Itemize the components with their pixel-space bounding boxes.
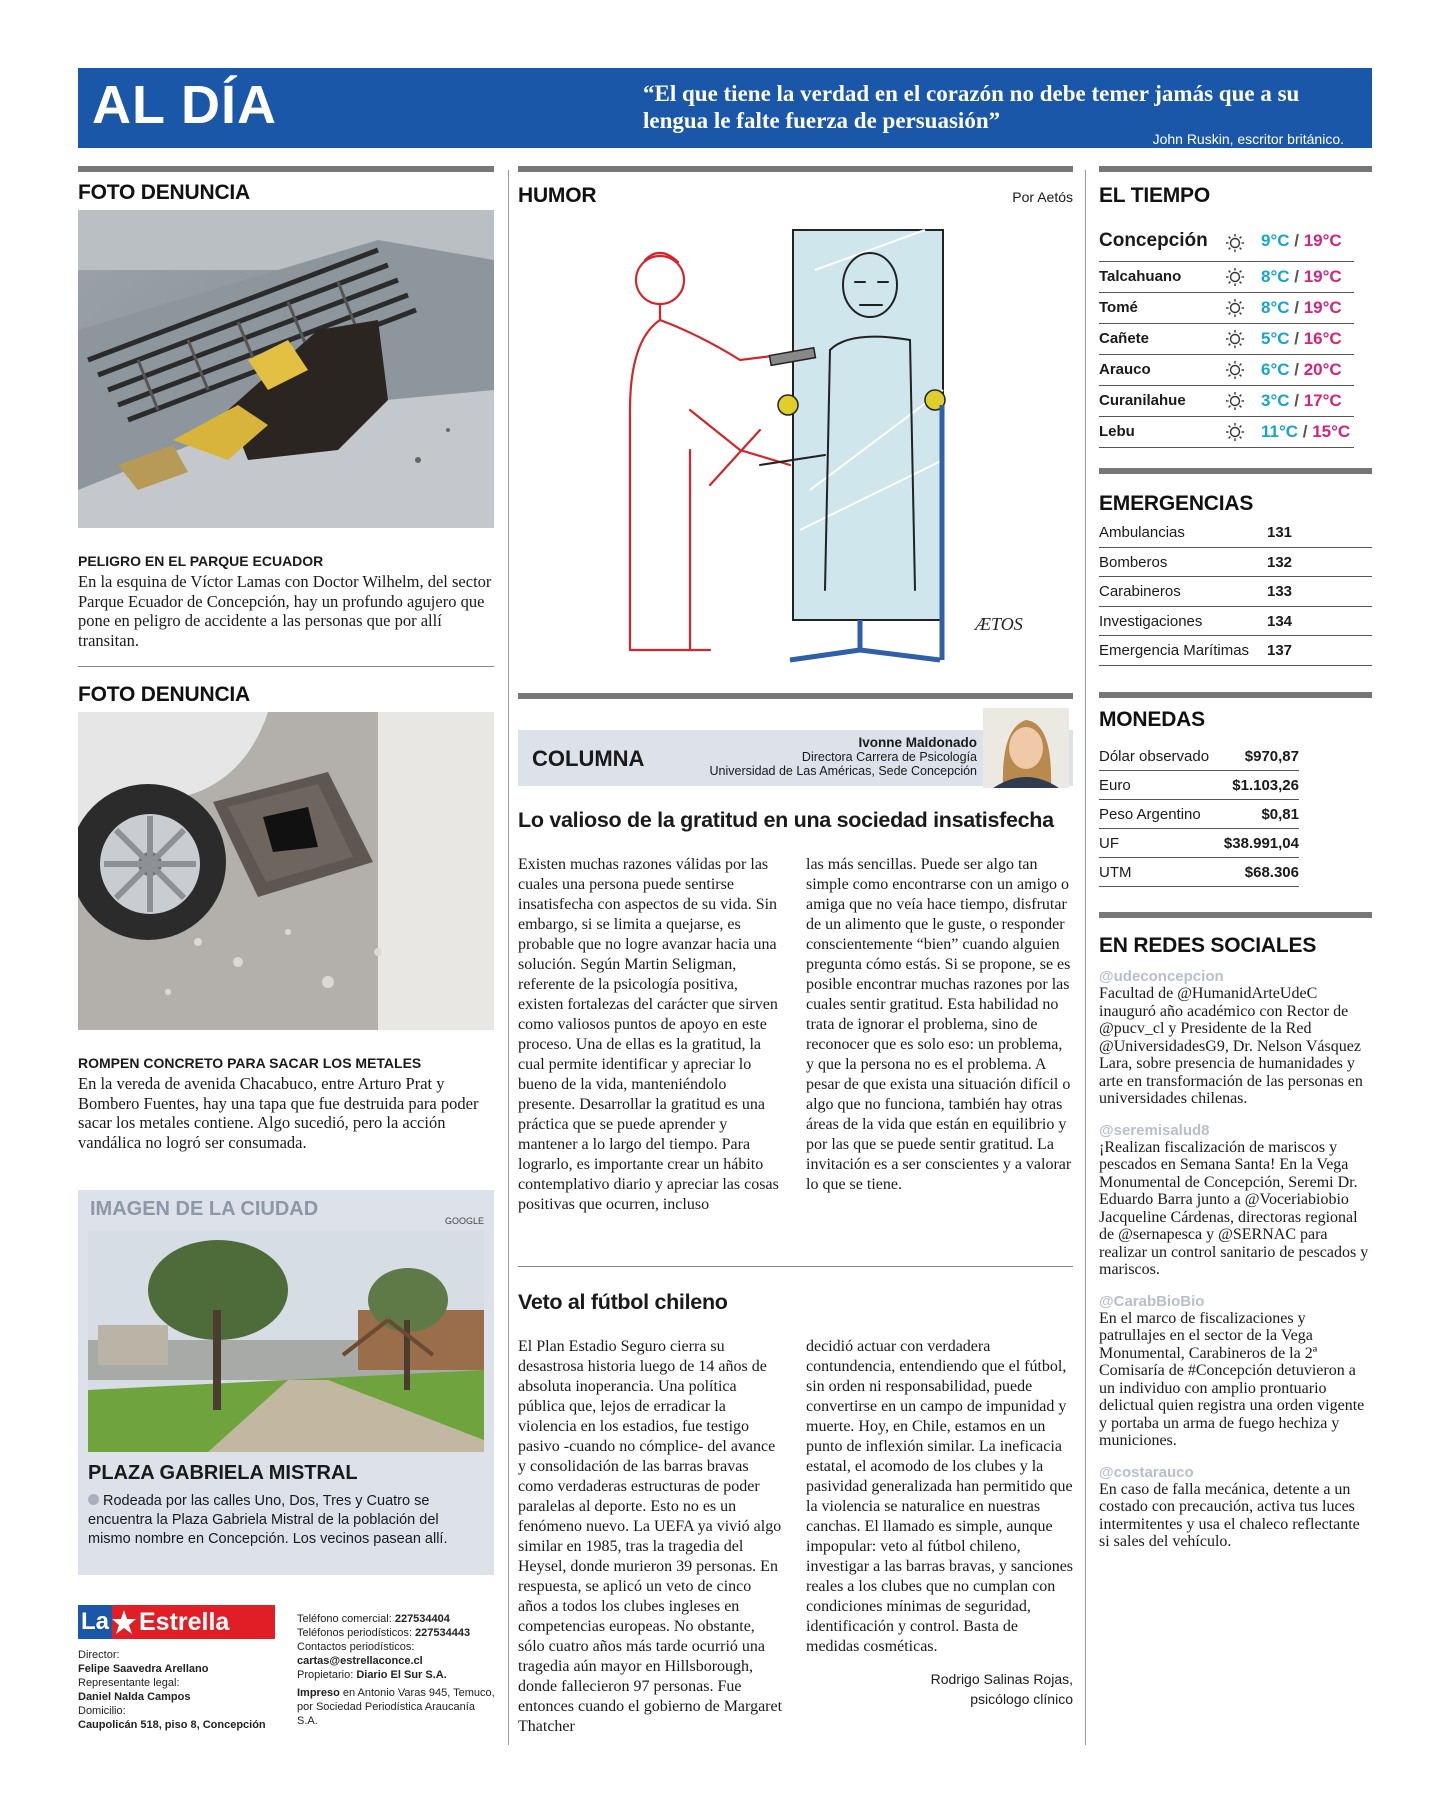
weather-row [1099,262,1372,293]
weather-row [1099,386,1372,417]
contact-email: cartas@estrellaconce.cl [297,1655,423,1667]
humor-author: Por Aetós [1012,189,1073,205]
social-post [1099,1122,1372,1279]
sun-icon [1225,391,1245,416]
temp-min: 3°C [1261,391,1290,410]
social-post [1099,968,1372,1108]
temp-max: 20°C [1303,360,1342,379]
plaza-photo [88,1230,484,1452]
social-post [1099,1464,1372,1551]
page-header [78,68,1372,148]
columna-author: Ivonne Maldonado [858,735,977,750]
weather-row [1099,224,1372,262]
svg-text:ÆTOS: ÆTOS [975,614,1023,634]
section-divider [518,166,1073,172]
dom-label: Domicilio: [78,1705,126,1717]
foto-denuncia-label: FOTO DENUNCIA [78,181,251,204]
quote-text: “El que tiene la verdad en el corazón no debe temer jamás que a su lengua le falte fuerza de persuasión” [643,81,1300,133]
foto-denuncia-label-2: FOTO DENUNCIA [78,683,251,706]
weather-temps [1261,329,1342,349]
weather-city: Lebu [1099,423,1135,440]
weather-city: Tomé [1099,299,1138,316]
logo-la: La [78,1605,112,1639]
moneda-name: Euro [1099,777,1131,794]
temp-min: 8°C [1261,298,1290,317]
section-divider [518,693,1073,699]
denuncia2-body: En la vereda de avenida Chacabuco, entre Arturo Prat y Bombero Fuentes, hay una tapa que fue destruida para poder sacar los metales contiene. Algo sucedió, pero la acción vandálica no logró ser consumada. [78,1074,479,1152]
weather-row [1099,417,1372,448]
plaza-title: PLAZA GABRIELA MISTRAL [88,1462,358,1484]
column-rule [508,170,509,1745]
emergencia-row [1099,636,1372,666]
masthead-left [78,1648,268,1732]
tel-com-label: Teléfono comercial: [297,1613,395,1625]
sun-icon [1225,422,1245,447]
print-label: Impreso [297,1687,340,1699]
temp-min: 8°C [1261,267,1290,286]
monedas-table [1099,742,1299,887]
print-value: en Antonio Varas 945, Temuco, por Sociedad Periodística Araucanía S.A. [297,1687,495,1727]
tel-per-label: Teléfonos periodísticos: [297,1627,416,1639]
weather-city: Talcahuano [1099,268,1182,285]
emergencias-table [1099,518,1372,666]
tel-comercial [297,1612,497,1626]
rep-label: Representante legal: [78,1677,180,1689]
temp-min: 5°C [1261,329,1290,348]
weather-label: EL TIEMPO [1099,184,1210,207]
emergencia-name: Bomberos [1099,553,1168,571]
la-estrella-logo [78,1605,275,1639]
temp-max: 19°C [1303,267,1342,286]
weather-city: Curanilahue [1099,392,1186,409]
humor-label: HUMOR [518,184,597,207]
temp-max: 19°C [1303,231,1342,250]
weather-row [1099,324,1372,355]
social-text: Facultad de @HumanidArteUdeC inauguró año académico con Rector de @pucv_cl y Presidente de la Red @UniversidadesG9, Dr. Nelson Vásquez Lara, sobre presencia de humanidades y arte en transformación de las personas en universidades chilenas. [1099,985,1363,1107]
star-icon [112,1605,136,1639]
weather-temps [1261,422,1350,442]
print-info [297,1686,497,1728]
humor-cartoon [590,210,1060,680]
owner-label: Propietario: [297,1669,357,1681]
temp-sep: / [1289,267,1304,286]
row-rule [1099,447,1354,448]
moneda-value: $38.991,04 [1223,835,1299,852]
emergencia-number: 133 [1267,583,1293,600]
emergencia-row [1099,548,1372,578]
temp-sep: / [1289,298,1304,317]
emergencia-number: 137 [1267,642,1293,659]
moneda-value: $68.306 [1244,864,1299,881]
sun-icon [1225,360,1245,385]
moneda-row [1099,742,1299,771]
temp-sep: / [1298,422,1313,441]
emergencia-name: Investigaciones [1099,612,1203,630]
columna-col2: las más sencillas. Puede ser algo tan simple como encontrarse con un amigo o amiga que no veía hace tiempo, disfrutar de un alimento que le guste, o responder conscientemente “bien” cuando alguien pregunta cómo estás. Si se propone, se es posible encontrar muchas razones por las cuales sentir gratitud. Esta habilidad no trata de ignorar el problema, sino de reconocer que es solo eso: un problema, y que la persona no es el problema. A pesar de que exista una situación difícil o algo que no funciona, también hay otras áreas de la vida que están en equilibrio y por las que se puede sentir gratitud. La invitación es a ser conscientes y a valorar lo que se tiene. [806,856,1072,1193]
author-avatar [983,708,1069,788]
temp-max: 19°C [1303,298,1342,317]
divider [78,666,494,667]
director-name: Felipe Saavedra Arellano [78,1663,209,1675]
imagen-ciudad-label: IMAGEN DE LA CIUDAD [90,1198,319,1220]
weather-temps [1261,298,1342,318]
social-text: En el marco de fiscalizaciones y patrullajes en el sector de la Vega Monumental, Carabineros de la 2ª Comisaría de #Concepción detuvieron a un individuo con amplio prontuario delictual quien registra una orden vigente y portaba un arma de fuego hechiza y municiones. [1099,1309,1365,1449]
owner-value: Diario El Sur S.A. [356,1669,447,1681]
veto-author-role: psicólogo clínico [970,1691,1073,1707]
columna-role1: Directora Carrera de Psicología [801,750,977,764]
emergencia-row [1099,607,1372,637]
plaza-body [88,1492,484,1549]
emergencia-name: Carabineros [1099,583,1181,600]
section-divider [1099,692,1372,698]
moneda-name: UF [1099,835,1119,852]
columna-col1: Existen muchas razones válidas por las cuales una persona puede sentirse insatisfecha con aspectos de su vida. Sin embargo, si se limita a quejarse, es probable que no logre avanzar hacia una solución. Según Martin Seligman, referente de la psicología positiva, existen fortalezas del carácter que sirven como valiosos puntos de apoyo en este proceso. Una de ellas es la gratitud, la cual permite identificar y apreciar lo bueno de la vida, manteniéndolo presente. Desarrollar la gratitud es una práctica que se puede aprender y mantener a lo largo del tiempo. Para lograrlo, es importante crear un hábito contemplativo diario y apreciar las cosas positivas que ocurren, incluso [518,856,779,1213]
veto-author-block [931,1669,1073,1709]
emergencia-number: 134 [1267,612,1293,630]
weather-city: Arauco [1099,361,1151,378]
temp-min: 11°C [1261,422,1299,441]
storm-drain-photo [78,210,494,528]
denuncia1-headline: PELIGRO EN EL PARQUE ECUADOR [78,553,324,569]
emergencia-row [1099,518,1372,548]
section-divider [1099,468,1372,474]
weather-row [1099,293,1372,324]
sun-icon [1225,267,1245,292]
moneda-value: $1.103,26 [1232,777,1299,794]
social-handle: @CarabBioBio [1099,1292,1205,1310]
moneda-name: Dólar observado [1099,748,1210,765]
moneda-row [1099,771,1299,800]
tel-com-value: 227534404 [394,1613,450,1625]
quote-author: John Ruskin, escritor británico. [1152,131,1344,147]
weather-temps [1261,231,1342,251]
columna-title: Lo valioso de la gratitud en una sociedad insatisfecha [518,808,1054,832]
sun-icon [1225,233,1245,258]
bullet-icon [88,1494,99,1505]
tel-per-value: 227534443 [415,1627,471,1639]
temp-max: 15°C [1312,422,1351,441]
redes-feed [1099,968,1372,1565]
social-text: En caso de falla mecánica, detente a un costado con precaución, activa tus luces intermitentes y usa el chaleco reflectante si sales del vehículo. [1099,1480,1360,1550]
divider [518,1266,1073,1267]
contact-label: Contactos periodísticos: [297,1641,415,1653]
social-handle: @costarauco [1099,1463,1194,1481]
veto-author: Rodrigo Salinas Rojas, [930,1671,1073,1687]
photo-credit: GOOGLE [444,1216,484,1226]
moneda-row [1099,829,1299,858]
sun-icon [1225,329,1245,354]
plaza-body-text: Rodeada por las calles Uno, Dos, Tres y Cuatro se encuentra la Plaza Gabriela Mistral de la población del mismo nombre en Concepción. Los vecinos pasean allí. [88,1493,448,1547]
emergencia-name: Ambulancias [1099,524,1185,541]
column-rule [1085,170,1086,1745]
moneda-value: $0,81 [1261,806,1299,823]
emergencia-row [1099,577,1372,607]
redes-label: EN REDES SOCIALES [1099,934,1317,957]
weather-city: Cañete [1099,330,1150,347]
moneda-row [1099,800,1299,829]
temp-sep: / [1289,391,1304,410]
columna-label: COLUMNA [532,746,645,771]
emergencia-number: 132 [1267,553,1293,571]
social-handle: @udeconcepcion [1099,968,1224,985]
logo-estrella: Estrella [136,1605,275,1639]
columna-role2: Universidad de Las Américas, Sede Concepción [709,764,977,778]
moneda-name: UTM [1099,864,1132,881]
masthead-right [297,1612,497,1728]
owner [297,1668,497,1682]
weather-row [1099,355,1372,386]
sun-icon [1225,298,1245,323]
tel-periodisticos [297,1626,497,1640]
imagen-ciudad-box [78,1190,494,1575]
dom-value: Caupolicán 518, piso 8, Concepción [78,1719,266,1731]
weather-temps [1261,391,1342,411]
emergencia-name: Emergencia Marítimas [1099,642,1250,659]
moneda-row [1099,858,1299,887]
temp-sep: / [1289,360,1304,379]
director-label: Director: [78,1649,120,1661]
social-post [1099,1293,1372,1450]
columna-banner [518,730,1073,786]
denuncia2-headline: ROMPEN CONCRETO PARA SACAR LOS METALES [78,1055,422,1071]
moneda-name: Peso Argentino [1099,806,1201,823]
weather-city: Concepción [1099,230,1208,251]
veto-col1: El Plan Estadio Seguro cierra su desastrosa historia luego de 14 años de absoluta inoperancia. Una política pública que, lejos de erradicar la violencia en los estadios, fue testigo pasivo -cuando no cómplice- del avance y consolidación de las barras bravas como verdaderas estructuras de poder paralelas al deporte. Esto no es un fenómeno nuevo. La UEFA ya vivió algo similar en 1985, tras la tragedia del Heysel, donde murieron 39 personas. En respuesta, se aplicó un veto de cinco años a todos los clubes ingleses en competencias europeas. No obstante, sólo cuatro años más tarde ocurrió una tragedia aún mayor en Hillsborough, donde fallecieron 97 personas. Fue entonces cuando el gobierno de Margaret Thatcher [518,1338,783,1735]
social-handle: @seremisalud8 [1099,1121,1210,1139]
veto-title: Veto al fútbol chileno [518,1290,728,1314]
weather-table [1099,224,1372,448]
veto-col2: decidió actuar con verdadera contundencia, entendiendo que el fútbol, sin orden ni responsabilidad, puede convertirse en un campo de impunidad y muerte. Hoy, en Chile, estamos en un punto de inflexión similar. La ineficacia estatal, el acomodo de los clubes y la pasividad generalizada han permitido que la violencia se naturalice en nuestras canchas. El llamado es simple, aunque impopular: veto al fútbol chileno, investigar a las barras bravas, y sanciones reales a los clubes que no cumplan con condiciones mínimas de seguridad, identificación y control. Basta de medidas cosméticas. [806,1338,1074,1655]
section-brand: AL DÍA [92,75,278,135]
section-divider [78,166,494,172]
columna-author-block [709,736,977,778]
monedas-label: MONEDAS [1099,708,1205,731]
temp-max: 16°C [1303,329,1342,348]
weather-temps [1261,267,1342,287]
temp-min: 9°C [1261,231,1290,250]
emergencia-number: 131 [1267,524,1293,541]
temp-sep: / [1289,329,1304,348]
temp-sep: / [1289,231,1304,250]
header-quote [643,80,1358,147]
denuncia1-body: En la esquina de Víctor Lamas con Doctor Wilhelm, del sector Parque Ecuador de Concepción, hay un profundo agujero que pone en peligro de accidente a las personas que por allí transitan. [78,572,492,650]
section-divider [1099,912,1372,918]
emergencias-label: EMERGENCIAS [1099,492,1254,515]
broken-manhole-photo [78,712,494,1030]
temp-max: 17°C [1303,391,1342,410]
section-divider [1099,166,1372,172]
rep-name: Daniel Nalda Campos [78,1691,191,1703]
temp-min: 6°C [1261,360,1290,379]
weather-temps [1261,360,1342,380]
moneda-value: $970,87 [1244,748,1299,765]
social-text: ¡Realizan fiscalización de mariscos y pescados en Semana Santa! En la Vega Monumental de Concepción, Seremi Dr. Eduardo Barra junto a @Voceriabiobio Jacqueline Cárdenas, directoras regional de @sernapesca y @SERNAC para realizar un control sanitario de pescados y mariscos. [1099,1138,1369,1278]
